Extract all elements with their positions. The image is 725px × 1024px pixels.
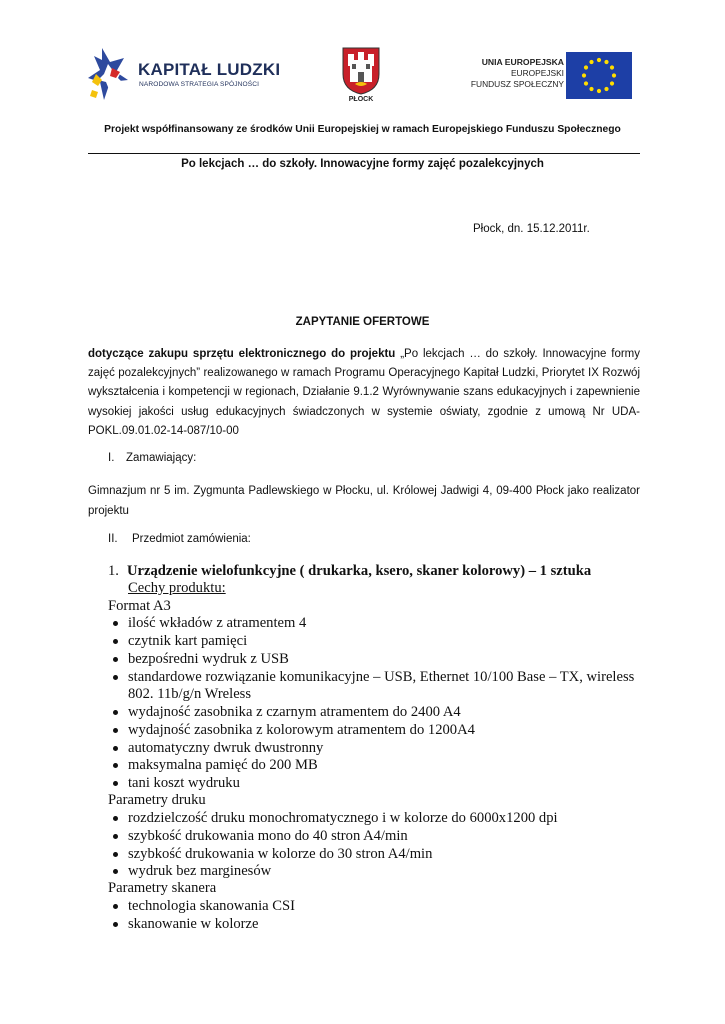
bullet-dot-icon: [113, 728, 118, 733]
co-financing-statement: Projekt współfinansowany ze środków Unii Europejskiej w ramach Europejskiego Funduszu Społecznego: [104, 124, 621, 135]
eu-logo-line2: EUROPEJSKI: [510, 68, 564, 78]
features-heading: Cechy produktu:: [128, 580, 226, 596]
bullet-dot-icon: [113, 852, 118, 857]
bullet-dot-icon: [113, 834, 118, 839]
bullet-dot-icon: [113, 675, 118, 680]
bullet-dot-icon: [113, 763, 118, 768]
header-divider: [88, 153, 640, 154]
bullet-dot-icon: [113, 639, 118, 644]
bullet-dot-icon: [113, 904, 118, 909]
intro-text: „Po lekcjach … do szkoły. Innowacyjne formy zajęć pozalekcyjnych” realizowanego w ramach Programu Operacyjnego Kapitał Ludzki, Priorytet IX Rozwój wykształcenia i kompetencji w regionach, Działanie 9.1.2 Wyrównywanie szans edukacyjnych i zapewnienie wysokiej jakości usług edukacyjnych świadczonych w systemie oświaty, zgodnie z umową Nr UDA-POKL.09.01.02-14-087/10-00: [88, 348, 640, 437]
bullet-dot-icon: [113, 869, 118, 874]
kapital-ludzki-emblem-icon: [88, 46, 136, 102]
ordering-party-text: Gimnazjum nr 5 im. Zygmunta Padlewskiego w Płocku, ul. Królowej Jadwigi 4, 09-400 Płock jako realizator projektu: [88, 485, 640, 517]
print-params-heading: Parametry druku: [108, 792, 206, 808]
plock-caption: PŁOCK: [348, 96, 374, 103]
intro-bold: dotyczące zakupu sprzętu elektronicznego do projektu: [88, 348, 396, 360]
eu-logo-text: [471, 57, 564, 90]
plock-shield-icon: [338, 44, 384, 96]
bullet-dot-icon: [113, 621, 118, 626]
section-label: Przedmiot zamówienia:: [132, 533, 251, 545]
section-number: II.: [108, 533, 118, 545]
section-label: Zamawiający:: [126, 452, 197, 464]
bullet-dot-icon: [113, 657, 118, 662]
kapital-ludzki-subtitle: NARODOWA STRATEGIA SPÓJNOŚCI: [139, 81, 260, 88]
bullet-dot-icon: [113, 816, 118, 821]
bullet-dot-icon: [113, 710, 118, 715]
document-title: ZAPYTANIE OFERTOWE: [295, 316, 430, 328]
kapital-ludzki-logo: [88, 46, 281, 102]
section-number: I.: [108, 452, 115, 464]
product-heading: [108, 563, 648, 580]
eu-logo-line1: UNIA EUROPEJSKA: [481, 57, 564, 67]
bullet-dot-icon: [113, 746, 118, 751]
product-title: Urządzenie wielofunkcyjne ( drukarka, ksero, skaner kolorowy) – 1 sztuka: [127, 563, 592, 579]
eu-logo-line3: FUNDUSZ SPOŁECZNY: [470, 79, 564, 89]
bullet-dot-icon: [113, 781, 118, 786]
scanner-params-heading: Parametry skanera: [108, 880, 217, 896]
place-date: Płock, dn. 15.12.2011r.: [473, 223, 590, 235]
format-line: Format A3: [108, 598, 171, 614]
eu-flag-icon: [566, 52, 632, 99]
kapital-ludzki-title: KAPITAŁ LUDZKI: [138, 60, 281, 79]
project-title: Po lekcjach … do szkoły. Innowacyjne formy zajęć pozalekcyjnych: [181, 158, 544, 170]
plock-coat-of-arms: [338, 44, 384, 108]
intro-paragraph: [88, 345, 640, 441]
product-spec: 1. Urządzenie wielofunkcyjne ( drukarka, ksero, skaner kolorowy) – 1 sztuka Cechy produktu: Format A3 ilość wkładów z atramentem 4 czytnik kart pamięci bezpośredni wydruk z USB standardowe rozwiązanie komunikacyjne – USB, Ethernet 10/100 Base – TX, wireless 802. 11b/g/n Wreless wydajność zasobnika z czarnym atramentem do 2400 A4 wydajność zasobnika z kolorowym atramentem do 1200A4 automatyczny dwruk dwustronny maksymalna pamięć do 200 MB tani koszt wydruku Parametry druku rozdzielczość druku monochromatycznego i w kolorze do 6000x1200 dpi szybkość drukowania mono do 40 stron A4/min szybkość drukowania w kolorze do 30 stron A4/min wydruk bez marginesów Parametry skanera technologia skanowania CSI skanowanie w kolorze: [108, 563, 648, 580]
bullet-dot-icon: [113, 922, 118, 927]
product-number: 1.: [108, 563, 119, 579]
